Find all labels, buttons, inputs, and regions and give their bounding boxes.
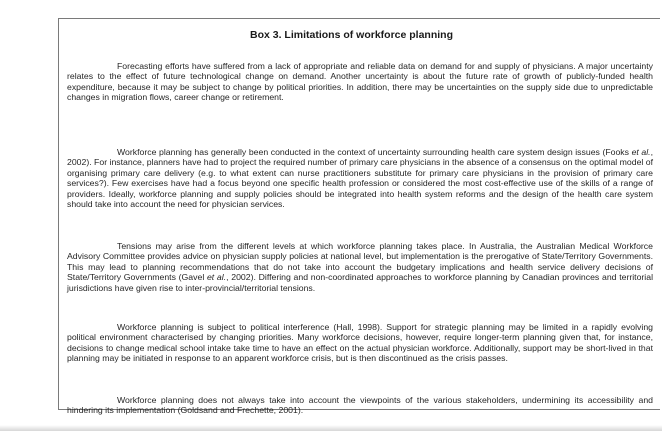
box-title: Box 3. Limitations of workforce planning bbox=[249, 29, 454, 41]
citation-et-al: et al. bbox=[206, 272, 227, 283]
paragraph-text-end: , 2002). Differing and non-coordinated approaches to workforce planning by Canadian provinces and territorial jurisdictions have given rise to inter-provincial/territorial tensions. bbox=[67, 272, 654, 293]
paragraph-political-interference bbox=[67, 322, 653, 364]
citation-et-al: et al. bbox=[631, 147, 651, 157]
text-box bbox=[58, 18, 660, 416]
paragraph-text: Workforce planning is subject to political interference (Hall, 1998). Support for strategic planning may be limited in a rapidly evolving political environment characterised by changing priorities. Many workforce decisions, however, require longer-term planning given that, for instance, decisions to change medical school intake take time to have an effect on the actual physician workforce. Additionally, support may be short-lived in that planning may be initiated in response to an apparent workforce crisis, but is then discontinued as the crisis passes. bbox=[67, 322, 653, 364]
paragraph-uncertainty bbox=[67, 147, 653, 209]
paragraph-text: Forecasting efforts have suffered from a lack of appropriate and reliable data on demand for and supply of physicians. A major uncertainty relates to the effect of future technological change on demand. Another uncertainty is about the future rate of growth of publicly-funded health expenditure, because it may be subject to change by political priorities. In addition, there may be uncertainties on the supply side due to unpredictable changes in migration flows, career change or retirement. bbox=[67, 61, 653, 103]
paragraph-forecasting bbox=[67, 61, 653, 103]
paragraph-text-start: Workforce planning has generally been conducted in the context of uncertainty surrounding health care system design issues (Fooks bbox=[117, 147, 632, 157]
paragraph-tensions bbox=[67, 241, 653, 293]
page-bottom-edge bbox=[0, 425, 662, 431]
paragraph-stakeholders bbox=[67, 395, 653, 416]
paragraph-text-start: Tensions may arise from the different levels at which workforce planning takes place. In Australia, the Australian Medical Workforce Advisory Committee provides advice on physician supply policies at national level, but implementation is the prerogative of State/Territory Governments. This may lead to planning recommendations that do not take into account the budgetary implications and health service delivery decisions of State/Territory Governments (Gavel bbox=[67, 241, 653, 283]
paragraph-text: Workforce planning does not always take into account the viewpoints of the various stakeholders, undermining its accessibility and hindering its implementation (Goldsand and Frechette, 2001). bbox=[67, 395, 653, 416]
paragraph-text-end: , 2002). For instance, planners have had to project the required number of primary care physicians in the absence of a consensus on the optimal model of organising primary care delivery (e.g. to what extent can nurse practitioners substitute for primary care physicians in the provision of primary care services?). Few exercises have had a focus beyond one specific health profession or considered the most cost-effective use of the skills of a range of providers. Ideally, workforce planning and supply policies should be integrated into health system reforms and the design of the health care system should take into account the need for physician services. bbox=[67, 147, 653, 210]
